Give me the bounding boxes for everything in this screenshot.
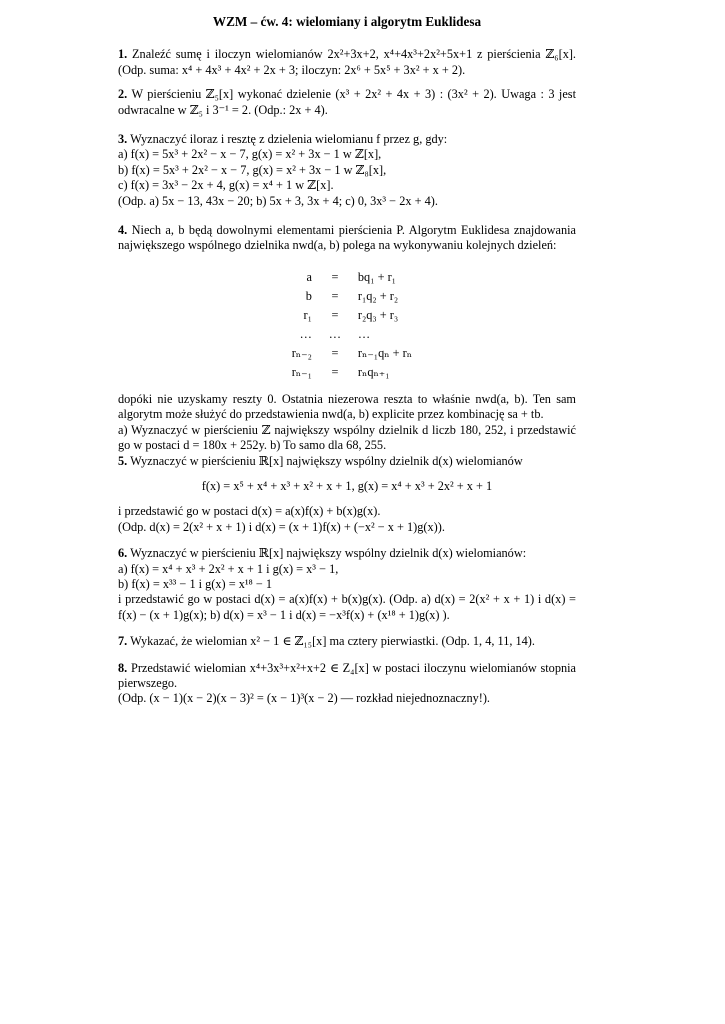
equation-row: r₁ = r₂q₃ + r₃ bbox=[303, 307, 399, 322]
exercise-text-after: dopóki nie uzyskamy reszty 0. Ostatnia niezerowa reszta to właśnie nwd(a, b). Ten sam algorytm może służyć do przedstawienia nwd(a, b) explicite przez kombinację sa + tb. bbox=[118, 391, 576, 422]
equation-row: rₙ₋₁ = rₙqₙ₊₁ bbox=[291, 364, 390, 379]
exercise-case-b: b) f(x) = x³³ − 1 i g(x) = x¹⁸ − 1 bbox=[118, 576, 273, 591]
exercise-answer: i przedstawić go w postaci d(x) = a(x)f(x) + b(x)g(x). (Odp. a) d(x) = 2(x² + x + 1) i d(x) = f(x) − (x + 1)g(x); b) d(x) = x³ − 1 i d(x) = −x³f(x) + (x¹⁸ + 1)g(x) ). bbox=[118, 592, 576, 622]
exercise-intro: Wyznaczyć iloraz i resztę z dzielenia wielomianu f przez g, gdy: bbox=[130, 132, 448, 147]
exercise-number: 2. bbox=[118, 87, 128, 102]
equation-row: b = r₁q₂ + r₂ bbox=[305, 288, 399, 303]
exercise-number: 5. bbox=[118, 453, 128, 468]
exercise-answer: (Odp. (x − 1)(x − 2)(x − 3)² = (x − 1)³(x − 2) — rozkład niejednoznaczny!). bbox=[118, 691, 491, 706]
exercise-text: Wyznaczyć w pierścieniu ℝ[x] największy wspólny dzielnik d(x) wielomianów: bbox=[130, 546, 527, 561]
equation-row: a = bq₁ + r₁ bbox=[306, 269, 396, 284]
exercise-text: W pierścieniu ℤ₅[x] wykonać dzielenie (x³ + 2x² + 4x + 3) : (3x² + 2). Uwaga : 3 jest odwracalne w ℤ₅ i 3⁻¹ = 2. (Odp.: 2x + 4). bbox=[118, 87, 576, 117]
exercise-4 bbox=[118, 223, 576, 453]
exercise-number: 3. bbox=[118, 132, 128, 147]
page-title: WZM – ćw. 4: wielomiany i algorytm Euklidesa bbox=[212, 14, 482, 29]
exercise-text: Wyznaczyć w pierścieniu ℝ[x] największy wspólny dzielnik d(x) wielomianów bbox=[130, 453, 523, 468]
exercise-case-c: c) f(x) = 3x³ − 2x + 4, g(x) = x⁴ + 1 w ℤ[x]. bbox=[118, 178, 334, 193]
exercise-text: Wykazać, że wielomian x² − 1 ∈ ℤ₁₅[x] ma cztery pierwiastki. (Odp. 1, 4, 11, 14). bbox=[130, 634, 535, 649]
exercise-2 bbox=[118, 87, 576, 118]
exercise-text-after: i przedstawić go w postaci d(x) = a(x)f(x) + b(x)g(x). bbox=[118, 504, 381, 519]
exercise-answer: (Odp. a) 5x − 13, 43x − 20; b) 5x + 3, 3x + 4; c) 0, 3x³ − 2x + 4). bbox=[118, 193, 438, 208]
exercise-number: 8. bbox=[118, 660, 128, 675]
exercise-text: Znaleźć sumę i iloczyn wielomianów 2x²+3x+2, x⁴+4x³+2x²+5x+1 z pierścienia ℤ₆[x]. (Odp. suma: x⁴ + 4x³ + 4x² + 2x + 3; iloczyn: 2x⁶ + 5x⁵ + 3x² + x + 2). bbox=[118, 47, 577, 77]
exercise-1 bbox=[118, 47, 576, 78]
exercise-subtask: a) Wyznaczyć w pierścieniu ℤ największy wspólny dzielnik d liczb 180, 252, i przedstawić go w postaci d = 180x + 252y. b) To samo dla 68, 255. bbox=[118, 422, 576, 453]
exercise-number: 1. bbox=[118, 47, 128, 62]
equation-row: rₙ₋₂ = rₙ₋₁qₙ + rₙ bbox=[291, 345, 413, 360]
exercise-number: 6. bbox=[118, 546, 128, 561]
exercise-case-a: a) f(x) = x⁴ + x³ + 2x² + x + 1 i g(x) = x³ − 1, bbox=[118, 561, 339, 576]
exercise-7 bbox=[118, 634, 576, 649]
exercise-8 bbox=[118, 661, 576, 707]
exercise-5 bbox=[118, 454, 576, 536]
exercise-number: 4. bbox=[118, 223, 128, 238]
page bbox=[118, 14, 576, 707]
display-equation: f(x) = x⁵ + x⁴ + x³ + x² + x + 1, g(x) = x⁴ + x³ + 2x² + x + 1 bbox=[201, 478, 493, 493]
euclid-equations bbox=[276, 268, 418, 382]
equation-row: … … … bbox=[299, 326, 371, 341]
exercise-3 bbox=[118, 132, 576, 209]
exercise-case-a: a) f(x) = 5x³ + 2x² − x − 7, g(x) = x² + 3x − 1 w ℤ[x], bbox=[118, 147, 382, 162]
exercise-text: Niech a, b będą dowolnymi elementami pierścienia P. Algorytm Euklidesa znajdowania największego wspólnego dzielnika nwd(a, b) polega na wykonywaniu kolejnych dzieleń: bbox=[118, 223, 576, 253]
exercise-number: 7. bbox=[118, 634, 128, 649]
exercise-case-b: b) f(x) = 5x³ + 2x² − x − 7, g(x) = x² + 3x − 1 w ℤ₈[x], bbox=[118, 162, 387, 177]
exercise-text: Przedstawić wielomian x⁴+3x³+x²+x+2 ∈ Z₄[x] w postaci iloczynu wielomianów stopnia pierwszego. bbox=[118, 660, 577, 690]
exercise-6 bbox=[118, 546, 576, 623]
exercise-answer: (Odp. d(x) = 2(x² + x + 1) i d(x) = (x + 1)f(x) + (−x² − x + 1)g(x)). bbox=[118, 519, 445, 534]
